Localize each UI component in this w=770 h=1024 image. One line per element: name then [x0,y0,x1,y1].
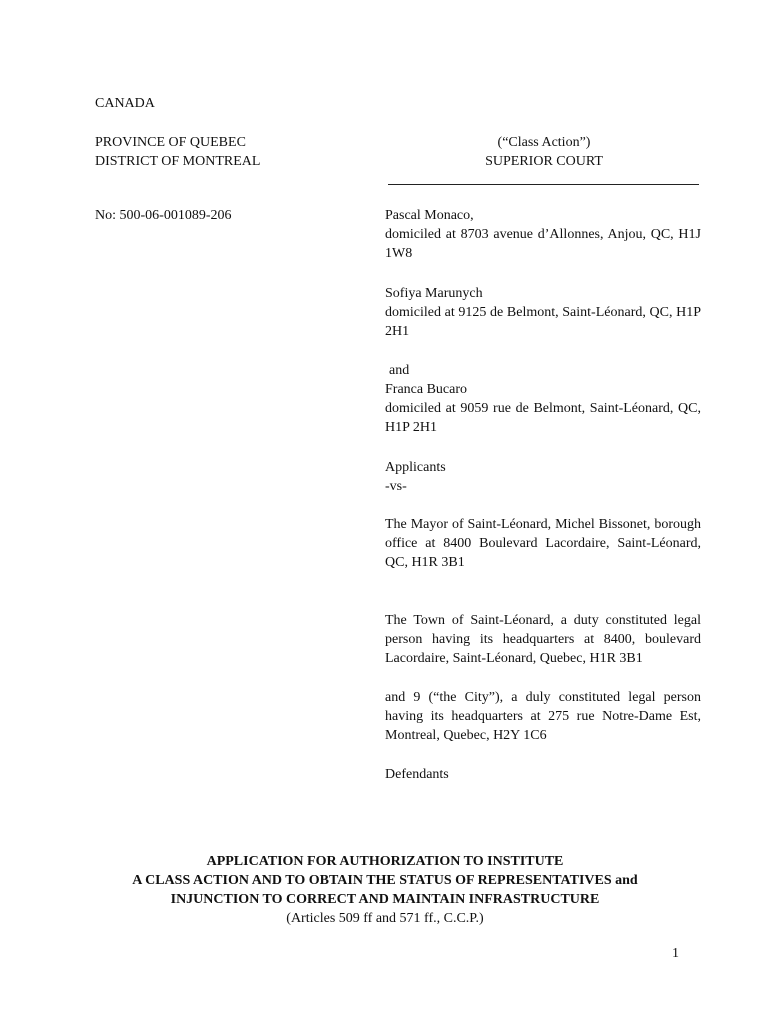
title-line-3: INJUNCTION TO CORRECT AND MAINTAIN INFRASTRUCTURE [170,892,600,907]
applicant-name: Pascal Monaco, [385,208,474,223]
defendant-2: The Town of Saint-Léonard, a duty constituted legal person having its headquarters at 8400, boulevard Lacordaire, Saint-Léonard, Quebec, H1R 3B1 [385,613,701,666]
applicant-address: domiciled at 9059 rue de Belmont, Saint-Léonard, QC, H1P 2H1 [385,401,701,435]
applicant-address: domiciled at 9125 de Belmont, Saint-Léonard, QC, H1P 2H1 [385,305,701,339]
court-name: SUPERIOR COURT [485,154,603,169]
defendants-label: Defendants [385,767,449,782]
case-number: No: 500-06-001089-206 [95,208,232,223]
versus-label: -vs- [385,479,407,494]
document-title [95,852,675,928]
title-line-2: A CLASS ACTION AND TO OBTAIN THE STATUS OF REPRESENTATIVES and [132,873,638,888]
applicant-connector: and [389,363,410,378]
applicant-2 [385,284,701,341]
title-articles: (Articles 509 ff and 571 ff., C.C.P.) [286,911,484,926]
applicant-name: Franca Bucaro [385,382,468,397]
page-number: 1 [672,946,679,961]
applicant-1 [385,206,701,263]
title-line-1: APPLICATION FOR AUTHORIZATION TO INSTITUTE [206,854,564,869]
country-label: CANADA [95,96,155,111]
defendant-3: and 9 (“the City”), a duly constituted legal person having its headquarters at 275 rue Notre-Dame Est, Montreal, Quebec, H2Y 1C6 [385,690,701,743]
defendant-1: The Mayor of Saint-Léonard, Michel Bissonet, borough office at 8400 Boulevard Lacordaire, Saint-Léonard, QC, H1R 3B1 [385,517,701,570]
applicant-3 [385,361,701,437]
applicants-label: Applicants [385,460,446,475]
district-label: DISTRICT OF MONTREAL [95,154,261,169]
header-divider [388,184,699,185]
applicant-name: Sofiya Marunych [385,286,483,301]
action-type: (“Class Action”) [497,135,591,150]
province-label: PROVINCE OF QUEBEC [95,135,246,150]
applicant-address: domiciled at 8703 avenue d’Allonnes, Anjou, QC, H1J 1W8 [385,227,701,261]
